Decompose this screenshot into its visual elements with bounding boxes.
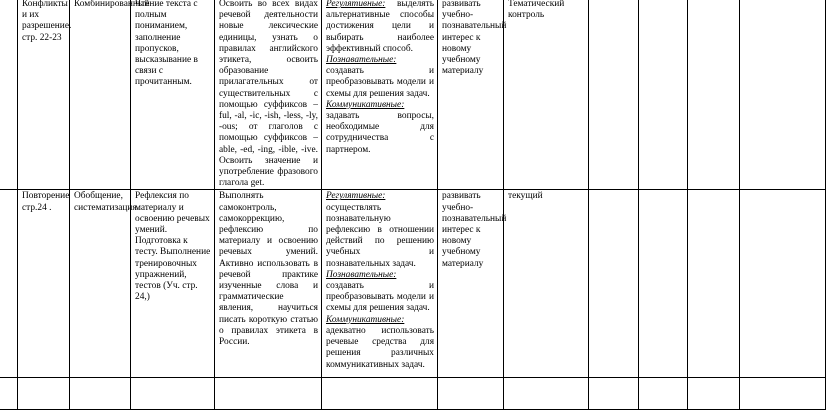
empty-cell xyxy=(215,378,322,410)
lesson-type-cell: Комбинированный xyxy=(70,0,131,190)
communicative-label: Коммуникативные: xyxy=(326,99,405,110)
uud-cell xyxy=(322,0,438,190)
control-cell: текущий xyxy=(504,190,589,378)
empty-cell xyxy=(740,378,826,410)
cognitive-text: создавать и преобразовывать модели и схемы для решения задач. xyxy=(326,66,434,99)
personal-result-cell: развивать учебно-познавательный интерес к новому учебному материалу xyxy=(438,190,504,378)
control-cell: Тематический контроль xyxy=(504,0,589,190)
activity-cell: Рефлексия по материалу и освоению речевых умений. Подготовка к тесту. Выполнение тренировочных упражнений, тестов (Уч. стр. 24,) xyxy=(131,190,215,378)
empty-cell xyxy=(589,190,639,378)
empty-cell xyxy=(70,378,131,410)
regulative-text: осуществлять познавательную рефлексию в отношении действий по решению учебных и познавательных задач. xyxy=(326,202,434,269)
topic-cell: Конфликты и их разрешение. стр. 22-23 xyxy=(18,0,70,190)
table-row xyxy=(0,0,826,190)
lesson-type-cell: Обобщение, систематизация. xyxy=(70,190,131,378)
empty-cell xyxy=(438,378,504,410)
empty-cell xyxy=(639,190,688,378)
table-row xyxy=(0,190,826,378)
uud-cell xyxy=(322,190,438,378)
cognitive-label: Познавательные: xyxy=(326,55,397,66)
personal-result-cell: развивать учебно-познавательный интерес к новому учебному материалу xyxy=(438,0,504,190)
empty-cell xyxy=(0,378,18,410)
empty-cell xyxy=(688,0,740,190)
empty-cell xyxy=(18,378,70,410)
empty-cell xyxy=(740,190,826,378)
empty-cell xyxy=(639,378,688,410)
empty-cell xyxy=(740,0,826,190)
regulative-text: выделять альтернативные способы достижения цели и выбирать наиболее эффективный способ. xyxy=(326,0,434,54)
empty-cell xyxy=(688,378,740,410)
empty-cell xyxy=(589,378,639,410)
regulative-label: Регулятивные: xyxy=(326,191,386,202)
empty-cell xyxy=(639,0,688,190)
empty-cell xyxy=(131,378,215,410)
topic-cell: Повторение стр.24 . xyxy=(18,190,70,378)
row-number-cell xyxy=(0,190,18,378)
content-cell: Выполнять самоконтроль, самокоррекцию, рефлексию по материалу и освоению речевых умений. Активно использовать в речевой практике изученные слова и грамматические явления, научиться писать короткую статью о правилах этикета в России. xyxy=(215,190,322,378)
table-row xyxy=(0,378,826,410)
cognitive-text: создавать и преобразовывать модели и схемы для решения задач. xyxy=(326,281,434,314)
row-number-cell xyxy=(0,0,18,190)
empty-cell xyxy=(688,190,740,378)
activity-cell: Чтение текста с полным пониманием, заполнение пропусков, высказывание в связи с прочитанным. xyxy=(131,0,215,190)
communicative-text: адекватно использовать речевые средства для решения различных коммуникативных задач. xyxy=(326,325,434,370)
cognitive-label: Познавательные: xyxy=(326,269,397,280)
empty-cell xyxy=(504,378,589,410)
empty-cell xyxy=(322,378,438,410)
regulative-label: Регулятивные: xyxy=(326,0,386,9)
content-cell: Освоить во всех видах речевой деятельности новые лексические единицы, узнать о правилах английского этикета, освоить образование прилагательных от существительных с помощью суффиксов – ful, -al, -ic, -ish, -less, -ly, -ous; от глаголов с помощью суффиксов – able, -ed, -ing, -ible, -ive. Освоить значение и употребление фразового глагола get. xyxy=(215,0,322,190)
communicative-label: Коммуникативные: xyxy=(326,314,405,325)
communicative-text: задавать вопросы, необходимые для сотрудничества с партнером. xyxy=(326,111,434,155)
empty-cell xyxy=(589,0,639,190)
